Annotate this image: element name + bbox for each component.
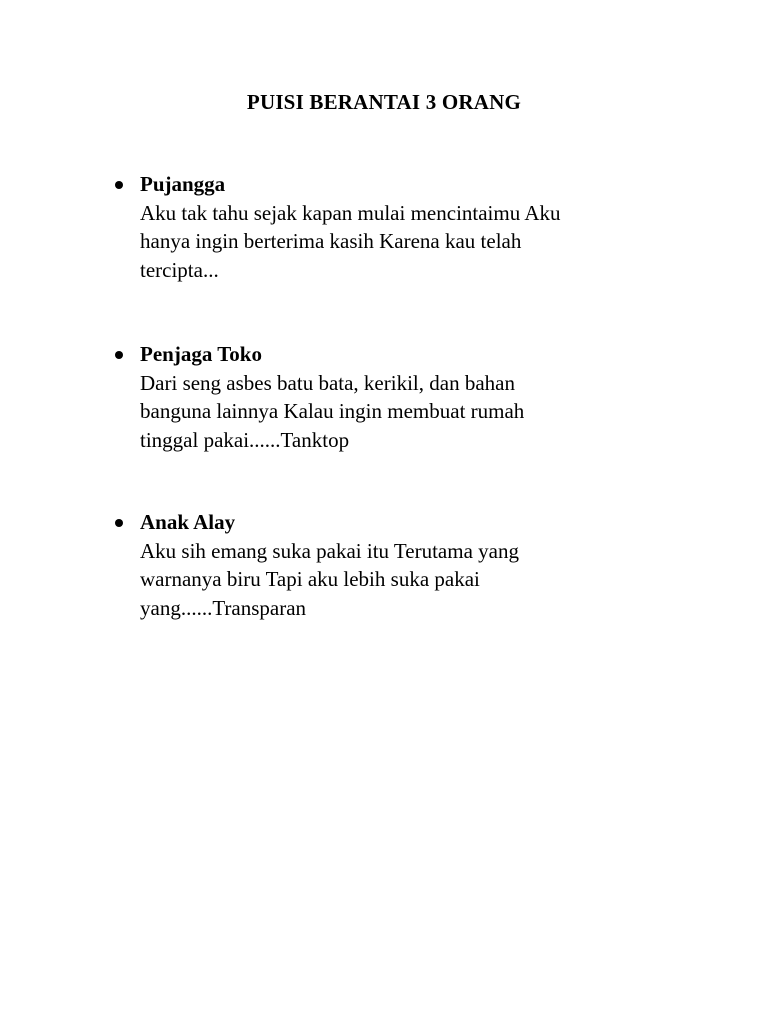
stanza-penjaga-toko <box>115 340 675 454</box>
poem-line: banguna lainnya Kalau ingin membuat rumah <box>140 399 525 423</box>
speaker-name: Anak Alay <box>140 510 236 534</box>
poem-line: tinggal pakai......Tanktop <box>140 427 350 452</box>
page-title: PUISI BERANTAI 3 ORANG <box>246 90 522 114</box>
speaker-name: Pujangga <box>140 172 226 196</box>
poem-line: hanya ingin berterima kasih Karena kau telah <box>140 229 522 253</box>
poem-line: Aku sih emang suka pakai itu Terutama yang <box>140 538 519 563</box>
stanza-anak-alay <box>115 508 675 622</box>
stanza-body <box>140 170 675 284</box>
poem-line: Aku tak tahu sejak kapan mulai mencintaimu Aku <box>140 200 561 225</box>
poem-line: warnanya biru Tapi aku lebih suka pakai <box>140 567 480 591</box>
bullet-icon <box>115 181 123 189</box>
stanza-body <box>140 508 675 622</box>
bullet-icon <box>115 351 123 359</box>
stanza-pujangga <box>115 170 675 284</box>
stanza-body <box>140 340 675 454</box>
bullet-icon <box>115 519 123 527</box>
speaker-name: Penjaga Toko <box>140 342 262 366</box>
poem-line: Dari seng asbes batu bata, kerikil, dan bahan <box>140 370 515 395</box>
poem-line: yang......Transparan <box>140 595 307 620</box>
poem-line: tercipta... <box>140 257 219 282</box>
